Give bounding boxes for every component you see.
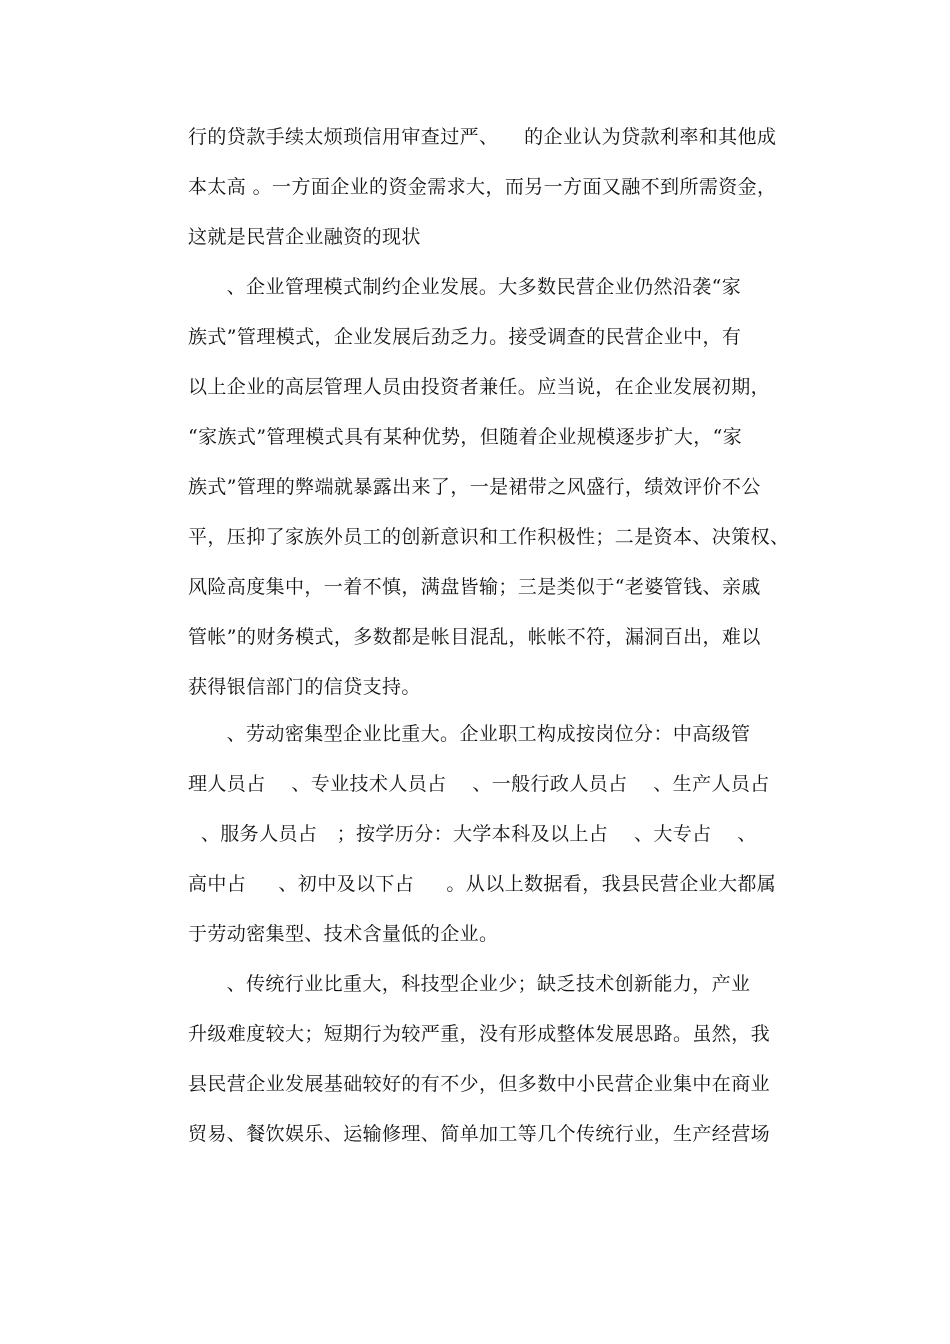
text-line: 族式”管理的弊端就暴露出来了，一是裙带之风盛行，绩效评价不公	[188, 476, 761, 498]
text-line: 、劳动密集型企业比重大。企业职工构成按岗位分：中高级管	[188, 723, 751, 745]
text-line: 升级难度较大；短期行为较严重，没有形成整体发展思路。虽然，我	[188, 1023, 771, 1045]
text-line: 管帐”的财务模式，多数都是帐目混乱，帐帐不符，漏洞百出，难以	[188, 626, 761, 648]
text-line: 贸易、餐饮娱乐、运输修理、简单加工等几个传统行业，生产经营场	[188, 1123, 771, 1145]
text-line: 获得银信部门的信贷支持。	[188, 676, 421, 698]
text-line: 县民营企业发展基础较好的有不少，但多数中小民营企业集中在商业	[188, 1073, 771, 1095]
text-line: 、传统行业比重大，科技型企业少；缺乏技术创新能力，产业	[188, 973, 751, 995]
text-line: 这就是民营企业融资的现状	[188, 226, 421, 248]
text-line: 行的贷款手续太烦琐信用审查过严、 的企业认为贷款利率和其他成	[188, 126, 777, 148]
text-line: 高中占 、初中及以下占 。从以上数据看，我县民营企业大都属	[188, 873, 777, 895]
text-line: 、服务人员占 ；按学历分：大学本科及以上占 、大专占 、	[188, 823, 757, 845]
text-line: 本太高 。一方面企业的资金需求大，而另一方面又融不到所需资金，	[188, 176, 777, 198]
text-line: 族式”管理模式，企业发展后劲乏力。接受调查的民营企业中，有	[188, 326, 742, 348]
text-line: 以上企业的高层管理人员由投资者兼任。应当说，在企业发展初期，	[188, 376, 771, 398]
text-line: 于劳动密集型、技术含量低的企业。	[188, 923, 499, 945]
text-line: “家族式”管理模式具有某种优势，但随着企业规模逐步扩大，“家	[188, 426, 743, 448]
text-line: 风险高度集中，一着不慎，满盘皆输；三是类似于“老婆管钱、亲戚	[188, 576, 761, 598]
text-line: 、企业管理模式制约企业发展。大多数民营企业仍然沿袭“家	[188, 276, 742, 298]
text-line: 平，压抑了家族外员工的创新意识和工作积极性；二是资本、决策权、	[188, 526, 790, 548]
text-line: 理人员占 、专业技术人员占 、一般行政人员占 、生产人员占	[188, 773, 770, 795]
